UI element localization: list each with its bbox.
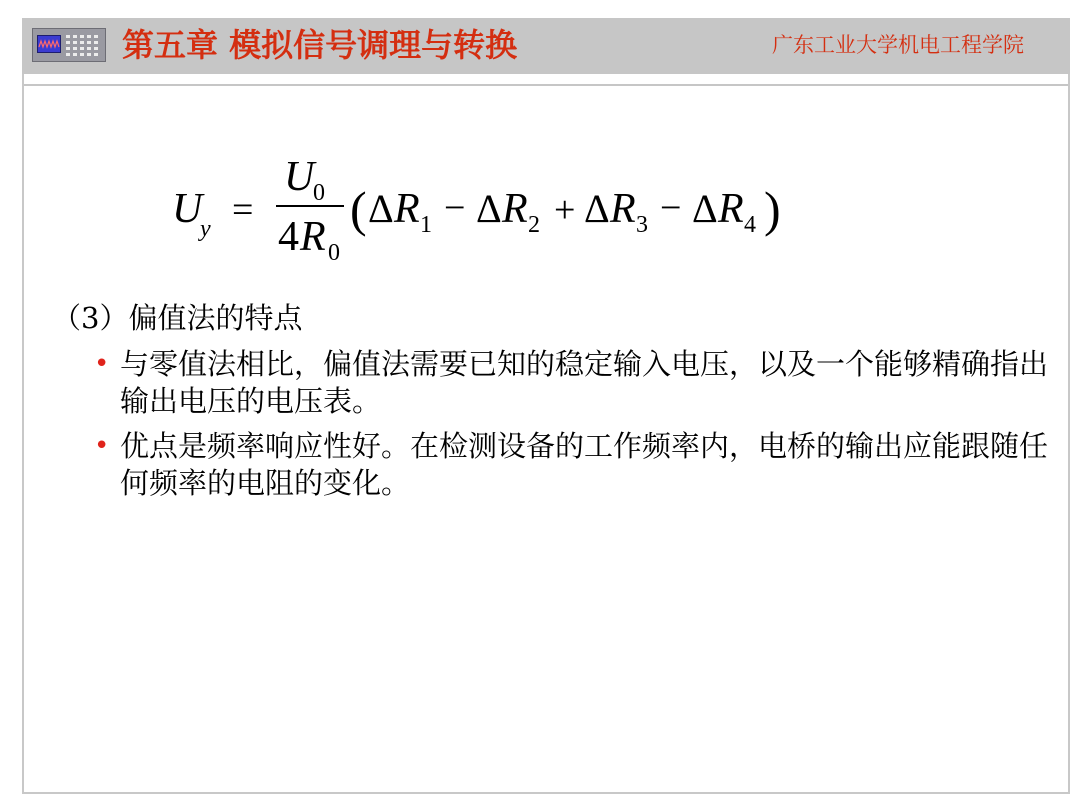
formula-numerator-subscript: 0 xyxy=(313,180,325,206)
formula-close-paren: ) xyxy=(764,181,781,237)
term-4-variable: R xyxy=(718,186,744,232)
term-1-delta: Δ xyxy=(368,186,394,231)
control-keys-icon xyxy=(65,34,103,58)
oscilloscope-screen xyxy=(37,35,61,53)
header-divider xyxy=(22,84,1070,86)
term-2-delta: Δ xyxy=(476,186,502,231)
term-4-delta: Δ xyxy=(692,186,718,231)
formula-lhs: U xyxy=(172,186,203,232)
term-4-operator: − xyxy=(660,187,682,229)
formula-denominator: R xyxy=(300,214,326,260)
slide-title: 第五章 模拟信号调理与转换 xyxy=(122,26,518,64)
bridge-output-formula xyxy=(170,148,810,268)
formula-lhs-subscript: y xyxy=(200,216,211,242)
slide-header xyxy=(0,0,1080,84)
term-3-operator: + xyxy=(554,189,576,231)
term-2-variable: R xyxy=(502,186,528,232)
bullet-text: 优点是频率响应性好。在检测设备的工作频率内，电桥的输出应能跟随任何频率的电阻的变化。 xyxy=(120,429,1049,500)
term-1-variable: R xyxy=(394,186,420,232)
formula-denominator-coefficient: 4 xyxy=(278,214,299,260)
term-2-subscript: 2 xyxy=(528,212,540,238)
term-1-subscript: 1 xyxy=(420,212,432,238)
frame-left-border xyxy=(22,74,24,792)
bullet-list xyxy=(88,346,1058,510)
term-3-subscript: 3 xyxy=(636,212,648,238)
formula-numerator: U xyxy=(284,154,315,200)
frame-bottom-border xyxy=(22,792,1070,794)
list-item xyxy=(88,346,1058,420)
list-item xyxy=(88,428,1058,502)
frame-right-border xyxy=(1068,74,1070,792)
formula-equals: = xyxy=(232,189,254,231)
term-3-delta: Δ xyxy=(584,186,610,231)
bullet-icon: • xyxy=(94,349,110,379)
formula-denominator-subscript: 0 xyxy=(328,240,340,266)
waveform-icon xyxy=(38,36,60,52)
bullet-text: 与零值法相比，偏值法需要已知的稳定输入电压，以及一个能够精确指出输出电压的电压表。 xyxy=(120,347,1049,418)
formula-svg xyxy=(170,148,810,268)
term-4-subscript: 4 xyxy=(744,212,756,238)
formula-open-paren: ( xyxy=(350,181,367,237)
section-heading: （3）偏值法的特点 xyxy=(52,301,303,335)
institution-name: 广东工业大学机电工程学院 xyxy=(772,33,1024,57)
term-2-operator: − xyxy=(444,187,466,229)
term-3-variable: R xyxy=(610,186,636,232)
oscilloscope-icon xyxy=(32,28,106,62)
bullet-icon: • xyxy=(94,431,110,461)
